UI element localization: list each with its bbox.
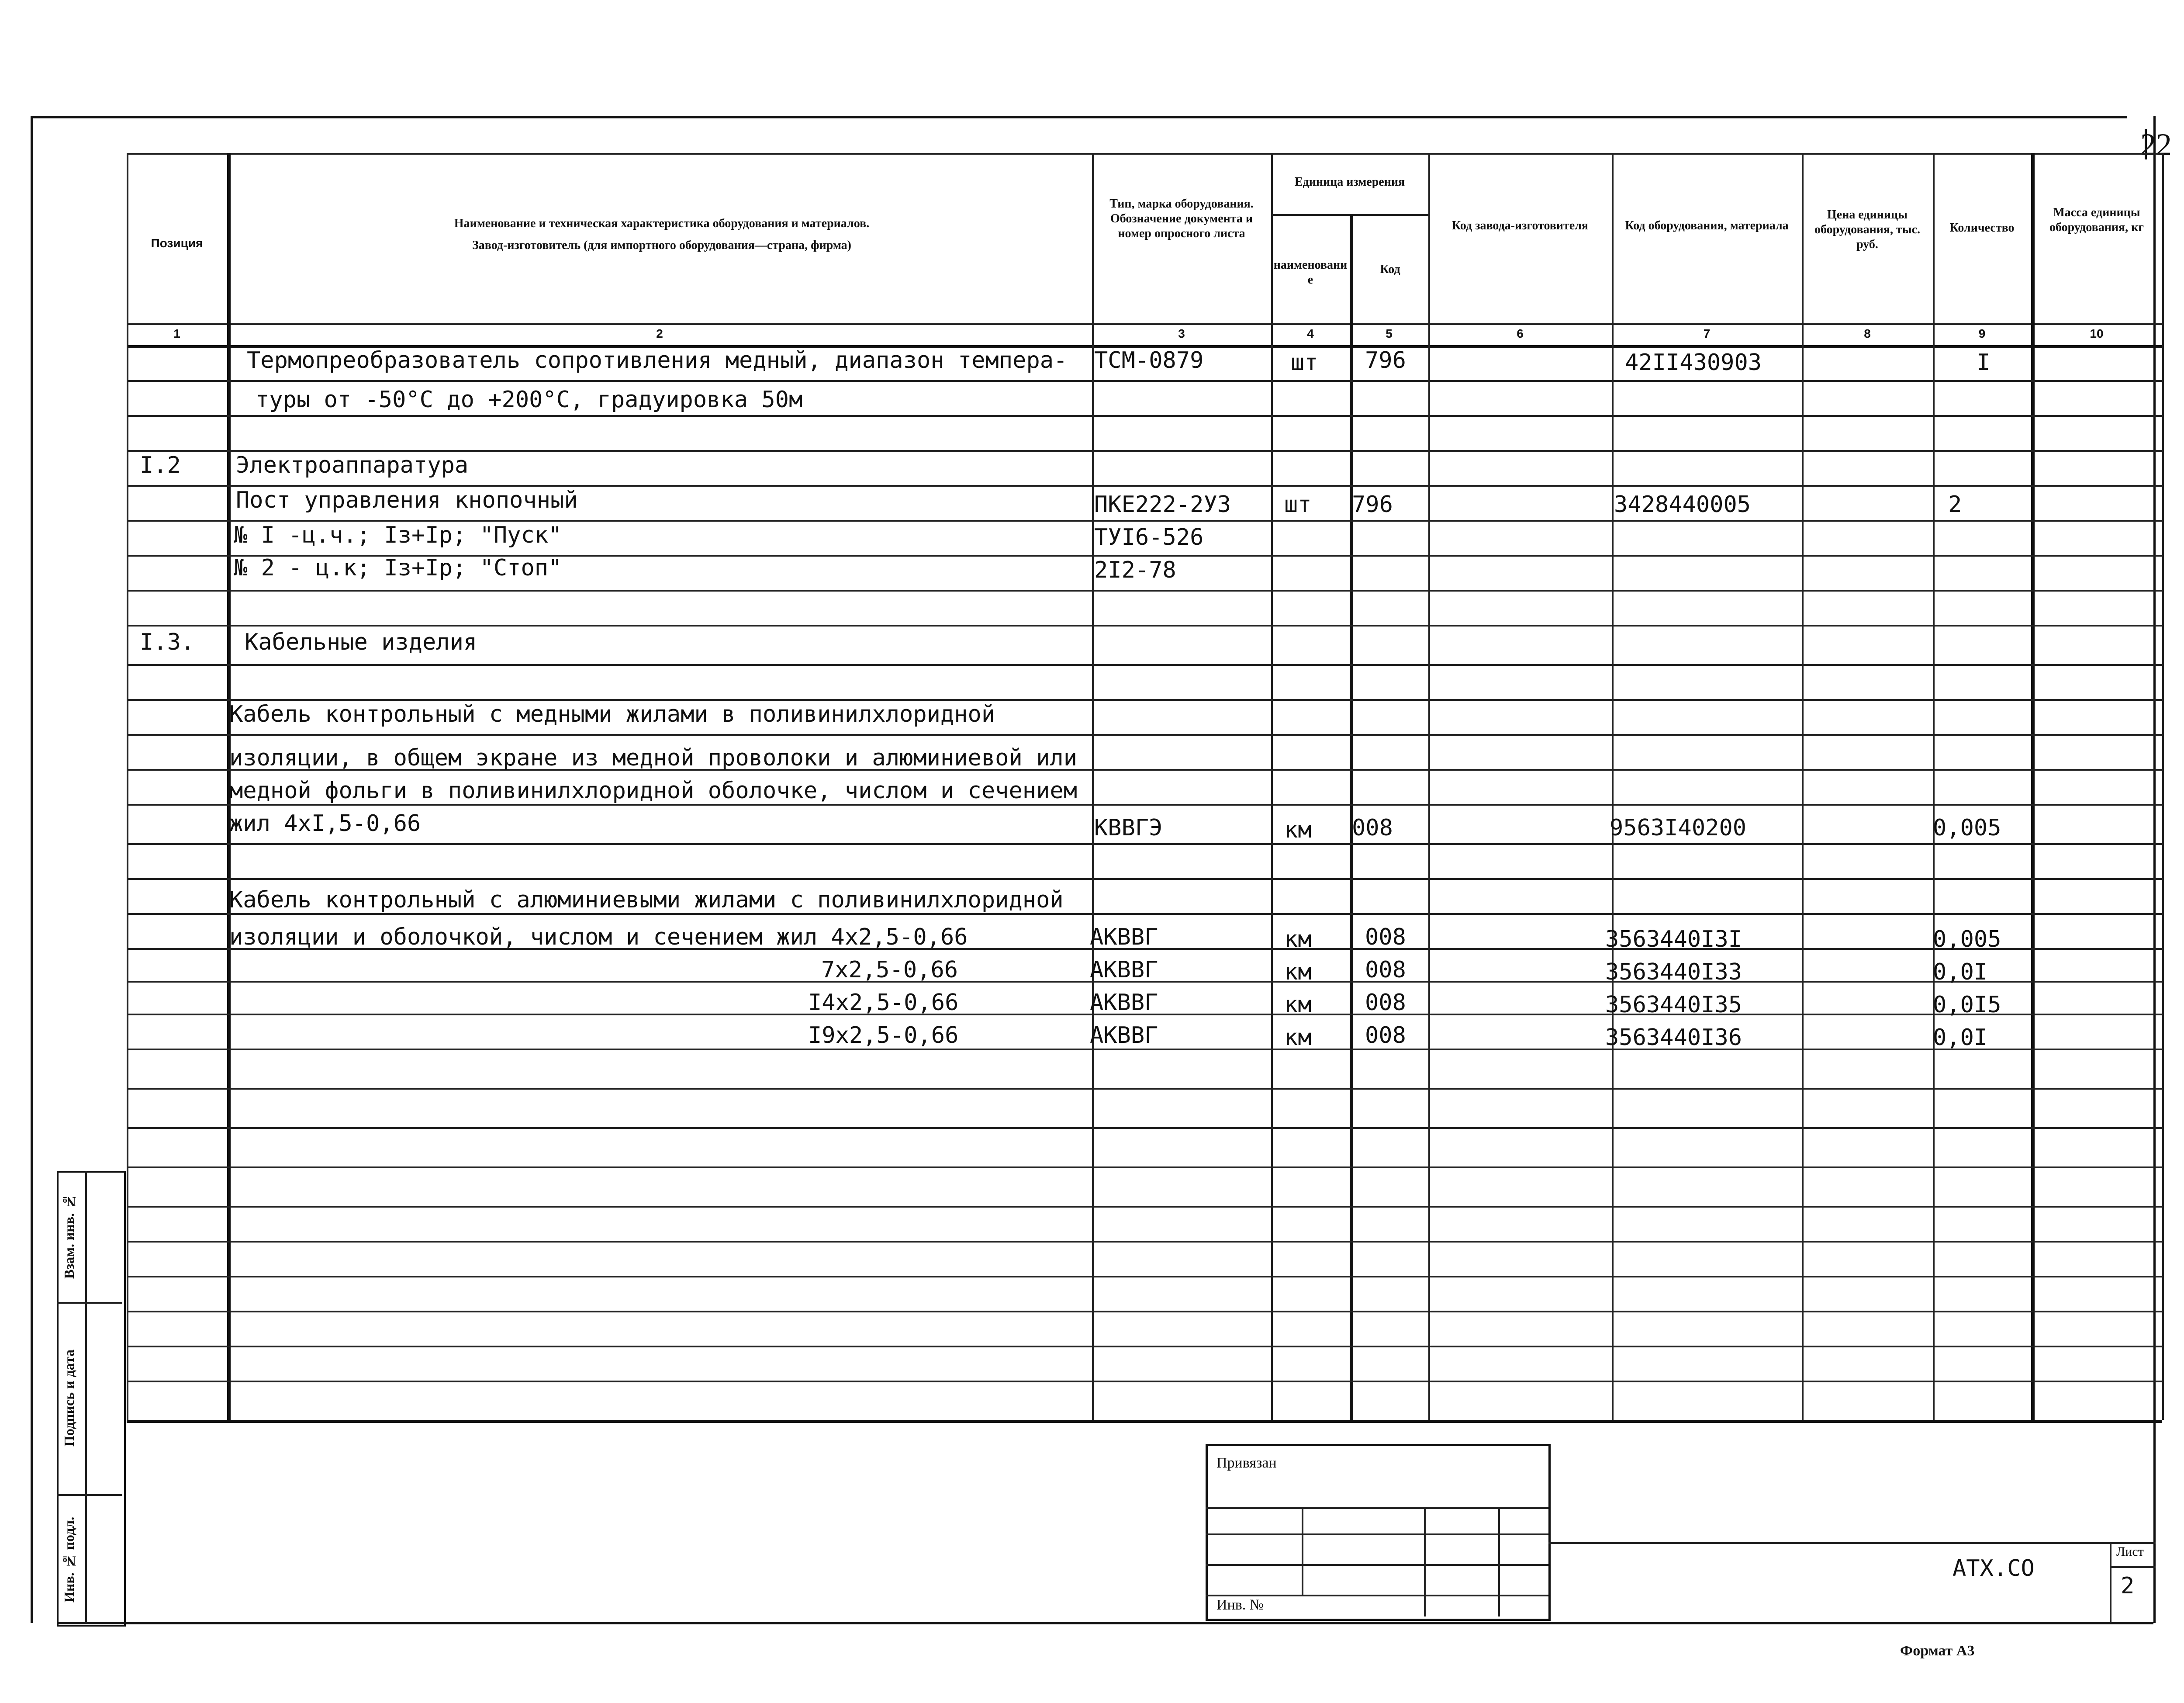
col-line-0	[127, 153, 128, 1420]
row-3-eqcode: 3428440005	[1614, 492, 1751, 518]
row-14-unit: км	[1284, 992, 1312, 1018]
row-15-unit: км	[1284, 1025, 1312, 1051]
row-line	[127, 380, 2162, 382]
row-2-pos: I.2	[140, 452, 181, 478]
unit-sub-line	[1271, 214, 1428, 216]
stamp-signature-date: Подпись и дата	[61, 1349, 77, 1447]
row-15-qty: 0,0I	[1933, 1025, 1988, 1051]
side-stamp-divider	[57, 1302, 122, 1304]
col-line-9	[2031, 153, 2035, 1420]
sheet-label: Лист	[2116, 1544, 2144, 1559]
linked-col-line	[1424, 1507, 1426, 1616]
row-line	[127, 878, 2162, 880]
row-0-code: 796	[1365, 347, 1406, 374]
col-num-2: 2	[656, 327, 663, 340]
row-line	[127, 520, 2162, 522]
header-quantity: Количество	[1949, 221, 2015, 235]
row-10-code: 008	[1352, 815, 1393, 841]
row-line	[127, 734, 2162, 736]
inv-no-label: Инв. №	[1216, 1597, 1264, 1613]
format-label: Формат А3	[1900, 1643, 1975, 1659]
row-0-qty: I	[1977, 350, 1990, 376]
row-10-name: жил 4хI,5-0,66	[229, 810, 421, 837]
stamp-original-inv: Инв. № подл.	[61, 1516, 77, 1603]
row-line	[127, 1166, 2162, 1168]
row-15-code: 008	[1365, 1022, 1406, 1049]
row-12-eqcode: 3563440I3I	[1605, 926, 1742, 952]
row-13-eqcode: 3563440I33	[1605, 959, 1742, 985]
row-10-type: КВВГЭ	[1094, 815, 1163, 841]
col-num-1: 1	[173, 327, 180, 340]
row-10-unit: км	[1284, 817, 1312, 843]
row-12-qty: 0,005	[1933, 926, 2001, 952]
row-line	[127, 485, 2162, 487]
table-top-line	[127, 153, 2162, 155]
row-13-type: АКВВГ	[1090, 957, 1158, 983]
row-13-name: 7х2,5-0,66	[821, 957, 958, 983]
row-line	[127, 1049, 2162, 1050]
col-line-7	[1802, 153, 1804, 1420]
row-6-name: Кабельные изделия	[245, 629, 477, 655]
header-bottom-line	[127, 323, 2162, 325]
col-line-2	[1092, 153, 1094, 1420]
col-num-4: 4	[1307, 327, 1314, 340]
row-13-qty: 0,0I	[1933, 959, 1988, 985]
row-1-name: туры от -50°С до +200°С, градуировка 50м	[256, 387, 803, 413]
row-14-name: I4х2,5-0,66	[808, 990, 959, 1016]
linked-row-line	[1206, 1595, 1548, 1596]
header-type: Тип, марка оборудования. Обозначение документа и номер опросного листа	[1109, 197, 1254, 240]
row-12-unit: км	[1284, 926, 1312, 952]
row-line	[127, 804, 2162, 806]
doc-code: АТХ.СО	[1952, 1555, 2035, 1582]
row-3-type: ПКЕ222-2УЗ	[1094, 492, 1231, 518]
row-line	[127, 1276, 2162, 1277]
row-line	[127, 843, 2162, 845]
row-0-unit: шт	[1291, 350, 1318, 376]
side-stamp-vdivider	[85, 1171, 87, 1623]
row-3-name: Пост управления кнопочный	[236, 487, 578, 513]
header-unit: Единица измерения	[1294, 175, 1405, 189]
header-equipment-code: Код оборудования, материала	[1625, 219, 1789, 232]
linked-col-line	[1302, 1507, 1303, 1595]
row-line	[127, 1381, 2162, 1382]
row-14-qty: 0,0I5	[1933, 992, 2001, 1018]
frame-left-border	[31, 116, 33, 1623]
row-12-code: 008	[1365, 924, 1406, 950]
row-13-code: 008	[1365, 957, 1406, 983]
table-bottom-line	[127, 1420, 2162, 1423]
col-num-8: 8	[1864, 327, 1871, 340]
col-num-3: 3	[1178, 327, 1185, 340]
sheet-cell-line	[2110, 1566, 2156, 1568]
stamp-exchange-inv: Взам. инв. №	[61, 1194, 77, 1279]
linked-row-line	[1206, 1564, 1548, 1566]
col-line-8	[1933, 153, 1935, 1420]
row-15-type: АКВВГ	[1090, 1022, 1158, 1049]
row-0-type: ТСМ-0879	[1094, 347, 1204, 374]
row-4-type: ТУI6-526	[1094, 524, 1204, 550]
row-0-name: Термопреобразователь сопротивления медный, диапазон темпера-	[247, 347, 1068, 374]
header-price: Цена единицы оборудования, тыс. руб.	[1814, 208, 1921, 251]
header-unit-code: Код	[1380, 263, 1400, 276]
row-line	[127, 1346, 2162, 1347]
row-line	[127, 1241, 2162, 1243]
row-13-unit: км	[1284, 959, 1312, 985]
row-14-eqcode: 3563440I35	[1605, 992, 1742, 1018]
row-2-name: Электроаппаратура	[236, 452, 469, 478]
linked-row-line	[1206, 1507, 1548, 1509]
row-4-name: № I -ц.ч.; Iз+Iр; "Пуск"	[234, 522, 562, 548]
row-15-eqcode: 3563440I36	[1605, 1025, 1742, 1051]
sheet-cell-divider	[2110, 1542, 2111, 1623]
row-0-eqcode: 42II430903	[1625, 350, 1762, 376]
col-num-5: 5	[1386, 327, 1393, 340]
row-line	[127, 590, 2162, 592]
row-11-name: Кабель контрольный с алюминиевыми жилами с поливинилхлоридной	[229, 887, 1064, 913]
row-line	[127, 450, 2162, 452]
row-10-qty: 0,005	[1933, 815, 2001, 841]
row-5-type: 2I2-78	[1094, 557, 1176, 583]
linked-col-line	[1498, 1507, 1500, 1616]
col-num-9: 9	[1978, 327, 1986, 340]
col-line-3	[1271, 153, 1273, 1420]
col-num-7: 7	[1703, 327, 1711, 340]
row-line	[127, 1206, 2162, 1208]
header-name-line2: Завод-изготовитель (для импортного оборудования—страна, фирма)	[472, 239, 851, 252]
row-line	[127, 625, 2162, 627]
frame-bottom-border	[57, 1622, 2153, 1624]
row-14-type: АКВВГ	[1090, 990, 1158, 1016]
col-line-6	[1612, 153, 1614, 1420]
col-num-6: 6	[1517, 327, 1524, 340]
linked-row-line	[1206, 1533, 1548, 1535]
linked-label: Привязан	[1216, 1455, 1277, 1471]
row-line	[127, 1127, 2162, 1129]
row-line	[127, 699, 2162, 701]
row-line	[127, 1311, 2162, 1312]
header-mass: Масса единицы оборудования, кг	[2049, 206, 2144, 234]
frame-right-border	[2153, 116, 2156, 1623]
row-15-name: I9х2,5-0,66	[808, 1022, 959, 1049]
col-line-5	[1428, 153, 1430, 1420]
frame-top-border	[31, 116, 2127, 118]
row-10-eqcode: 9563I40200	[1610, 815, 1747, 841]
row-line	[127, 913, 2162, 915]
row-3-qty: 2	[1948, 492, 1962, 518]
header-unit-name: наименование	[1273, 258, 1348, 287]
row-3-unit: шт	[1284, 492, 1312, 518]
header-factory-code: Код завода-изготовителя	[1451, 219, 1589, 232]
row-12-name: изоляции и оболочкой, числом и сечением жил 4х2,5-0,66	[229, 924, 968, 950]
row-14-code: 008	[1365, 990, 1406, 1016]
row-line	[127, 415, 2162, 417]
col-line-10	[2162, 153, 2164, 1420]
row-5-name: № 2 - ц.к; Iз+Iр; "Стоп"	[234, 555, 562, 581]
row-8-name: изоляции, в общем экране из медной проволоки и алюминиевой или	[229, 745, 1078, 771]
col-num-10: 10	[2090, 327, 2104, 340]
row-9-name: медной фольги в поливинилхлоридной оболочке, числом и сечением	[229, 778, 1078, 804]
header-name-line1: Наименование и техническая характеристика оборудования и материалов.	[454, 217, 870, 230]
sheet-corner-number: 22	[2140, 127, 2172, 162]
side-stamp-divider	[57, 1494, 122, 1496]
header-position: Позиция	[151, 236, 203, 250]
row-line	[127, 1088, 2162, 1090]
row-6-pos: I.3.	[140, 629, 195, 655]
row-line	[127, 664, 2162, 666]
sheet-number: 2	[2121, 1573, 2135, 1599]
row-3-code: 796	[1352, 492, 1393, 518]
doc-block-top	[1548, 1542, 2156, 1544]
row-7-name: Кабель контрольный с медными жилами в поливинилхлоридной	[229, 701, 995, 727]
row-12-type: АКВВГ	[1090, 924, 1158, 950]
